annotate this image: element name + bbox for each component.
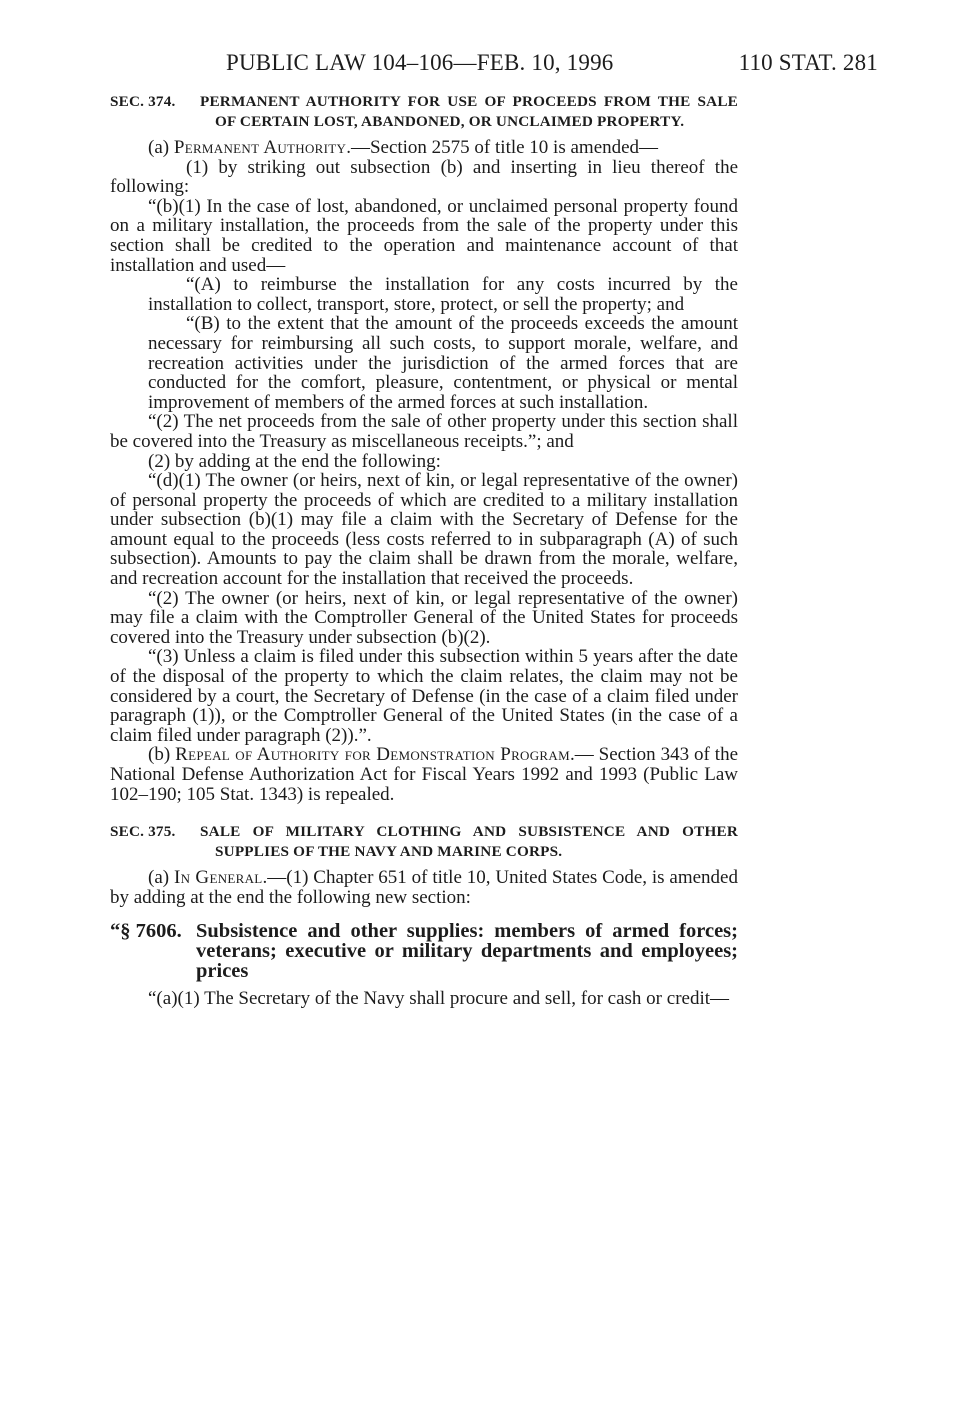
paragraph-1: (1) by striking out subsection (b) and inserting in lieu thereof the following: <box>110 156 738 198</box>
quoted-bB: “(B) to the extent that the amount of the proceeds exceeds the amount necessary for reimbursing all such costs, to support morale, welfare, and recreation activities under the jurisdiction of the armed forces that are conducted for the comfort, pleasure, contentment, or physical or mental improvement of members of the armed forces at such installation. <box>148 313 738 413</box>
quoted-b2: “(2) The net proceeds from the sale of other property under this section shall be covered into the Treasury as miscellaneous receipts.”; and <box>110 411 738 452</box>
section-7606-heading <box>110 921 738 981</box>
body-column <box>110 92 738 1009</box>
subsection-a-caption: Permanent Authority <box>173 137 347 158</box>
section-375-subsection-a <box>110 868 738 907</box>
subsection-b-label: (b) <box>148 744 176 766</box>
quoted-bA: “(A) to reimburse the installation for any costs incurred by the installation to collect, transport, store, protect, or sell the property; and <box>148 274 738 315</box>
section-7606-title: Subsistence and other supplies: members of armed forces; veterans; executive or military departments and employees; prices <box>196 920 738 983</box>
quoted-d1: “(d)(1) The owner (or heirs, next of kin, or legal representative of the owner) of personal property the proceeds of which are credited to a military installation under subsection (b)(1) may file a claim with the Secretary of Defense for the amount equal to the proceeds (less costs referred to in subparagraph (A) of such subsection). Amounts to pay the claim shall be drawn from the morale, welfare, and recreation account for the installation that received the proceeds. <box>110 470 738 590</box>
section-7606-number: “§ 7606. <box>110 920 182 943</box>
section-375-number: SEC. 375. <box>110 823 176 841</box>
section-374-title: PERMANENT AUTHORITY FOR USE OF PROCEEDS FROM THE SALE OF CERTAIN LOST, ABANDONED, OR UNCLAIMED PROPERTY. <box>200 93 738 130</box>
header-page-number: 110 STAT. 281 <box>738 50 878 75</box>
quoted-d2: “(2) The owner (or heirs, next of kin, or legal representative of the owner) may file a claim with the Comptroller General of the United States for proceeds covered into the Treasury under subsection (b)(2). <box>110 587 738 648</box>
section-7606-a1: “(a)(1) The Secretary of the Navy shall procure and sell, for cash or credit— <box>148 988 730 1010</box>
sec375-subsection-a-label: (a) <box>148 867 174 889</box>
header-citation: PUBLIC LAW 104–106—FEB. 10, 1996 <box>226 50 614 75</box>
subsection-a-label: (a) <box>148 137 174 158</box>
section-375-title: SALE OF MILITARY CLOTHING AND SUBSISTENCE AND OTHER SUPPLIES OF THE NAVY AND MARINE CORPS. <box>200 823 738 861</box>
subsection-b-caption: Repeal of Authority for Demonstration Program <box>175 744 570 766</box>
section-374-subsection-a <box>110 138 738 158</box>
section-374-subsection-b <box>110 745 738 804</box>
subsection-b-text: .— Section 343 of the National Defense Authorization Act for Fiscal Years 1992 and 1993 (Public Law 102–190; 105 Stat. 1343) is repealed. <box>110 744 739 805</box>
sec375-subsection-a-text: .—(1) Chapter 651 of title 10, United States Code, is amended by adding at the end the following new section: <box>110 867 738 908</box>
section-375-heading <box>110 822 738 862</box>
section-374-heading <box>110 92 738 132</box>
paragraph-2: (2) by adding at the end the following: <box>148 450 441 472</box>
subsection-a-text: .—Section 2575 of title 10 is amended— <box>346 137 659 158</box>
section-374-number: SEC. 374. <box>110 93 176 110</box>
quoted-d3: “(3) Unless a claim is filed under this subsection within 5 years after the date of the disposal of the property to which the claim relates, the claim may not be considered by a court, the Secretary of Defense (in the case of a claim filed under paragraph (1)), or the Comptroller General of the United States (in the case of a claim filed under paragraph (2)).”. <box>110 646 738 746</box>
quoted-b1: “(b)(1) In the case of lost, abandoned, or unclaimed personal property found on a military installation, the proceeds from the sale of the property under this section shall be credited to the operation and maintenance account of that installation and used— <box>110 195 738 276</box>
sec375-subsection-a-caption: In General <box>173 867 263 889</box>
